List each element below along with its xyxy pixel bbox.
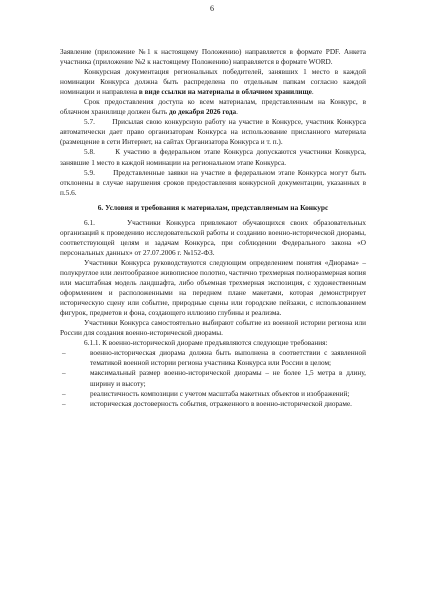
list-item [60,389,366,399]
paragraph-documentation-cloud [60,67,366,97]
list-item-text: максимальный размер военно-исторической диорамы – не более 1,5 метра в длину, ширину и высоту; [90,369,366,388]
dash-bullet: – [62,369,66,378]
list-item-text: военно-историческая диорама должна быть выполнена в соответствии с заявленной тематикой военной истории региона участника Конкурса или России в целом; [90,349,366,368]
dash-bullet: – [62,399,66,408]
list-item-text: реалистичность композиции с учетом масштаба макетных объектов и изображений; [90,389,350,398]
page-number: 6 [210,4,214,13]
page-content [60,47,366,409]
list-item [60,368,366,388]
paragraph-event-choice: Участники Конкурса самостоятельно выбирают событие из военной истории региона или России для создания военно-исторической диорамы. [60,319,366,338]
paragraph-6-1-1: 6.1.1. К военно-исторической диораме предъявляются следующие требования: [84,339,328,348]
dash-bullet: – [62,389,66,398]
paragraph-5-9: 5.9. Представленные заявки на участие в федеральном этапе Конкурса могут быть отклонены в случае нарушения сроков предоставления конкурсной документации, указанных в п.5.6. [60,168,368,197]
paragraph-diorama-definition: Участники Конкурса руководствуются следующим определением понятия «Диорама» – полукруглое или лентообразное живописное полотно, частично трехмерная полноразмерная копия или масштабная модель ландшафта, либо объемная трехмерная экспозиция, с художественным оформлением и расположенными на переднем плане макетами, которая демонстрирует историческую сцену или событие, природные сцены или городские пейзажи, с использованием фигурок, предметов и фона, создающего иллюзию глубины и реализма. [60,258,366,318]
bold-cloud-link-text: в виде ссылки на материалы в облачном хранилище [138,88,312,97]
dash-bullet: – [62,349,66,358]
paragraph-5-7: 5.7. Присылая свою конкурсную работу на участие в Конкурсе, участник Конкурса автоматически дает право организаторам Конкурса на использование присланного материала (размещение в сети Интернет, на сайтах Организатора Конкурса и т. п.). [60,118,368,147]
list-item [60,399,366,409]
text-segment: . [236,108,238,117]
text-segment: Конкурсная документация региональных победителей, занявших 1 место в каждой номинации Конкурса должна быть распределена по отдельным папкам согласно каждой номинации и направлена [60,68,366,97]
section-heading: 6. Условия и требования к материалам, представляемым на Конкурс [97,202,329,212]
paragraph-5-8: 5.8. К участию в федеральном этапе Конкурса допускаются участники Конкурса, занявшие 1 место в каждой номинации на региональном этапе Конкурса. [60,148,368,167]
text-segment: Срок предоставления доступа ко всем материалам, представленным на Конкурс, в облачном хранилище должен быть [60,98,366,117]
text-segment: . [311,88,314,97]
paragraph-6-1: 6.1. Участники Конкурса привлекают обучающихся своих образовательных организаций к проведению исследовательской работы и созданию военно-исторической диорамы, соответствующей целям и задачам Конкурса, при соблюдении Федерального закона «О персональных данных» от 27.07.2006 г. №152-ФЗ. [60,218,368,257]
paragraph-application-format: Заявление (приложение №1 к настоящему Положению) направляется в формате PDF. Анкета участника (приложение №2 к настоящему Положению) направляется в формате WORD. [60,48,366,67]
list-item [60,348,366,368]
paragraph-access-period [60,97,366,117]
list-item-text: историческая достоверность события, отраженного в военно-исторической диораме. [90,399,352,408]
bold-deadline-text: до декабря 2026 года [168,108,237,117]
